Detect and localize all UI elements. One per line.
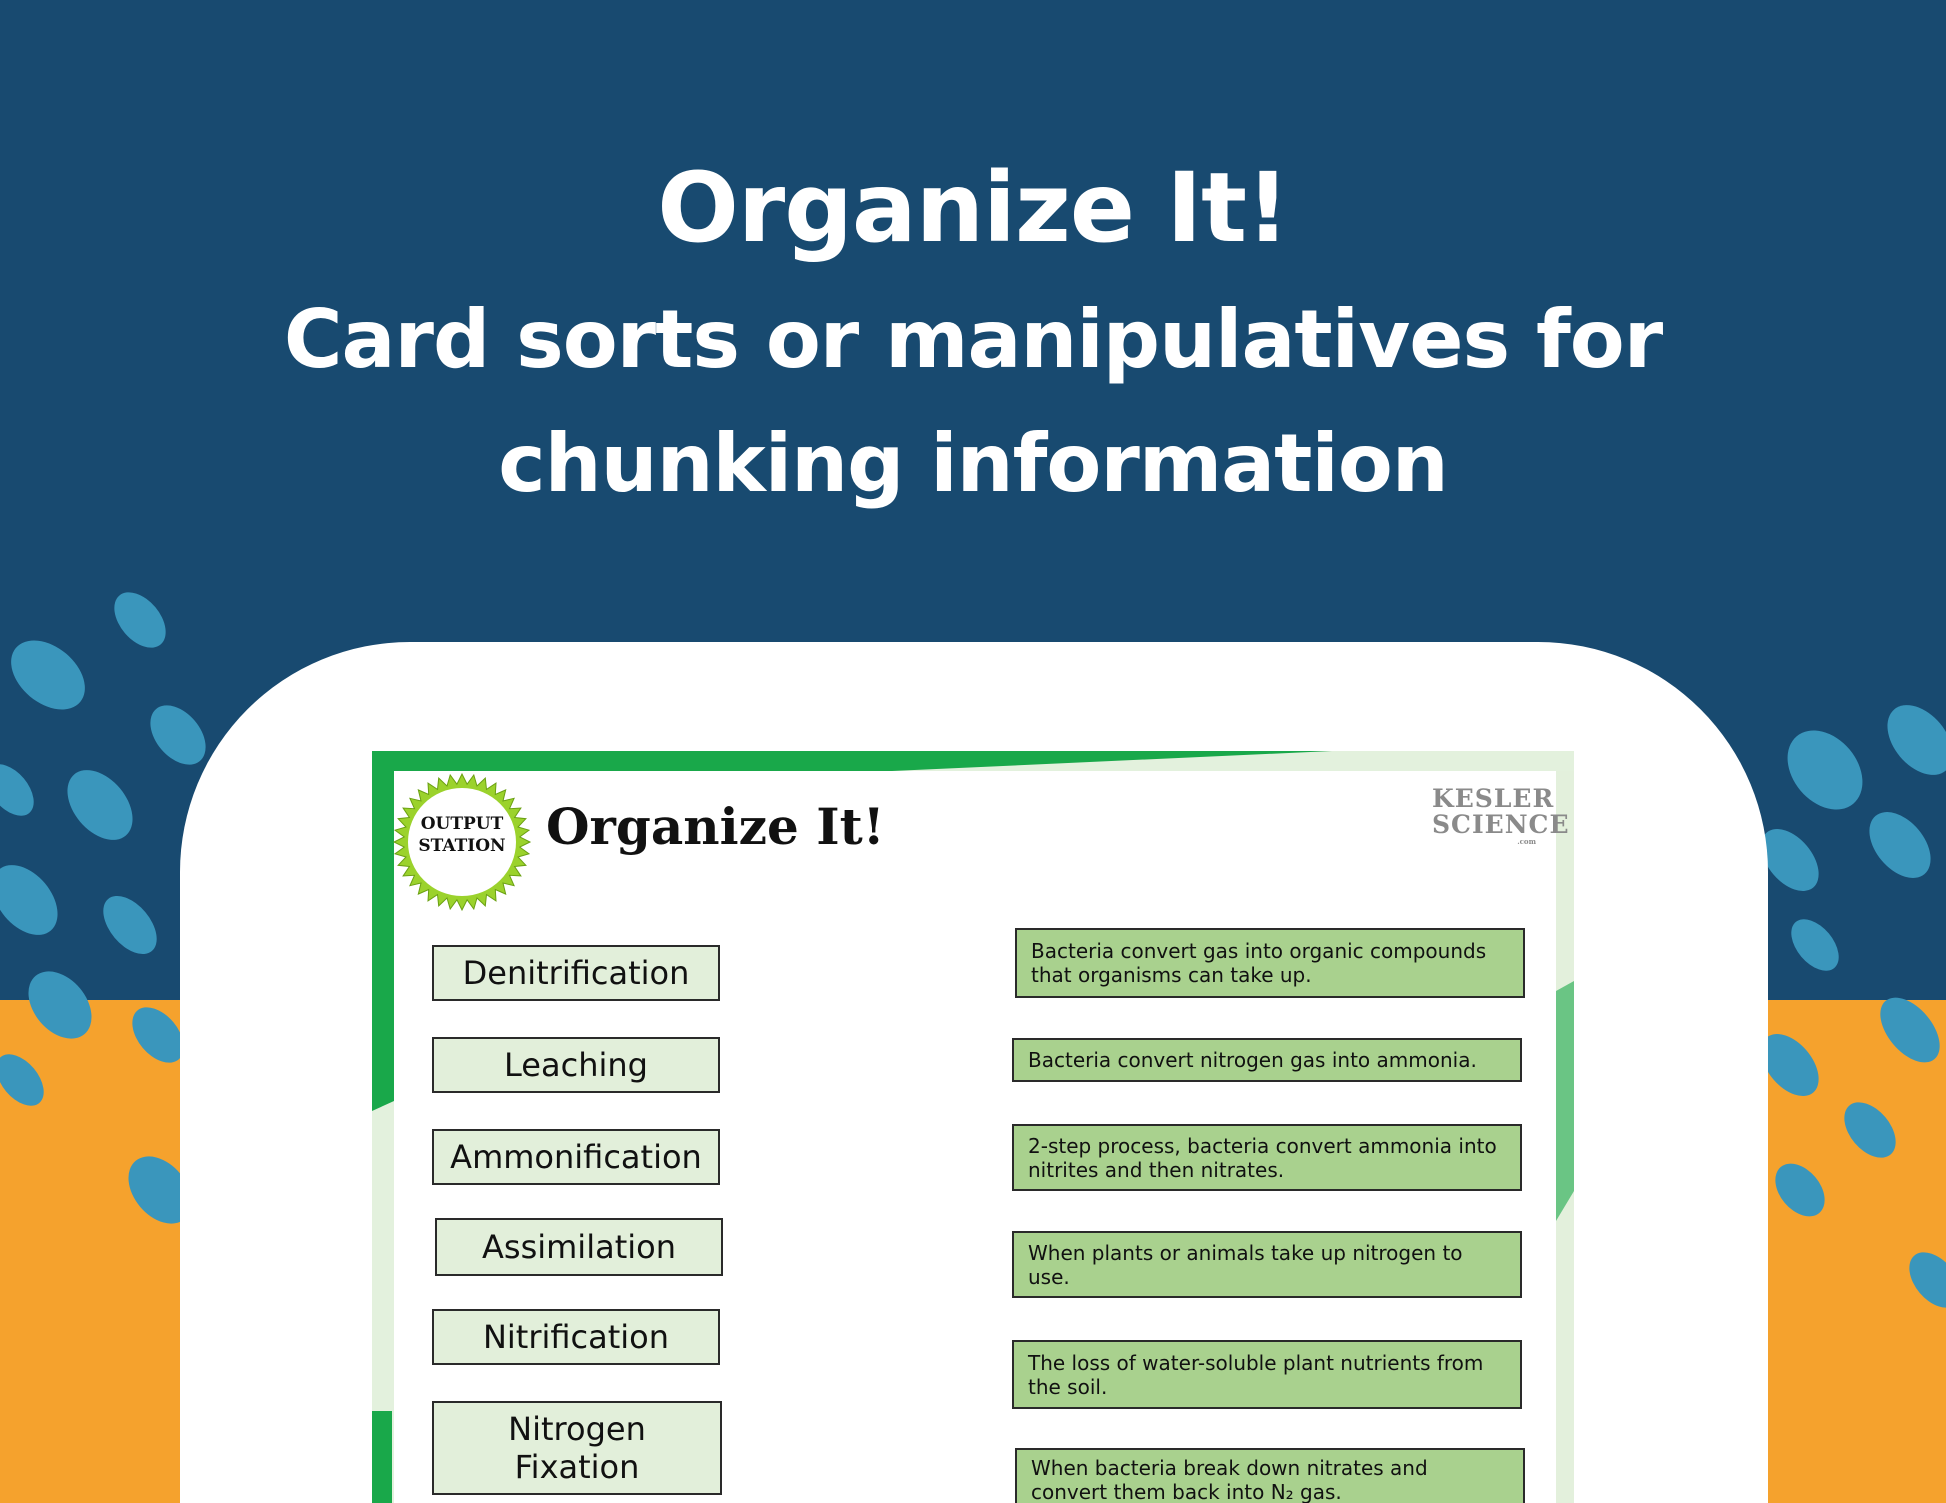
worksheet-title: Organize It! bbox=[546, 797, 885, 856]
term-card[interactable] bbox=[432, 1037, 720, 1093]
definition-card[interactable] bbox=[1012, 1124, 1522, 1191]
term-label: Nitrification bbox=[482, 1318, 670, 1356]
badge-line-1: OUTPUT bbox=[420, 814, 504, 834]
headline-line-1: Organize It! bbox=[657, 152, 1289, 264]
logo-line-1: KESLER bbox=[1432, 784, 1555, 813]
definition-card[interactable] bbox=[1012, 1340, 1522, 1409]
definition-card[interactable] bbox=[1015, 1448, 1525, 1503]
output-station-label bbox=[392, 813, 532, 857]
term-label: Nitrogen Fixation bbox=[508, 1410, 646, 1486]
headline-line-2: Card sorts or manipulatives for bbox=[283, 293, 1663, 386]
definition-text: When plants or animals take up nitrogen to use. bbox=[1028, 1240, 1463, 1289]
definition-text: When bacteria break down nitrates and convert them back into N₂ gas. bbox=[1031, 1456, 1428, 1503]
definition-text: The loss of water-soluble plant nutrients from the soil. bbox=[1028, 1350, 1484, 1399]
definition-card[interactable] bbox=[1012, 1231, 1522, 1298]
definition-card[interactable] bbox=[1012, 1038, 1522, 1082]
definition-card[interactable] bbox=[1015, 928, 1525, 998]
term-card[interactable] bbox=[432, 945, 720, 1001]
term-card[interactable] bbox=[432, 1309, 720, 1365]
term-label: Leaching bbox=[504, 1046, 648, 1084]
logo-suffix: .com bbox=[1517, 837, 1536, 846]
definition-text: 2-step process, bacteria convert ammonia into nitrites and then nitrates. bbox=[1028, 1133, 1497, 1182]
term-label: Ammonification bbox=[450, 1138, 702, 1176]
kesler-science-logo bbox=[1432, 784, 1570, 846]
definition-text: Bacteria convert nitrogen gas into ammonia. bbox=[1028, 1048, 1477, 1072]
term-label: Assimilation bbox=[482, 1228, 676, 1266]
term-label: Denitrification bbox=[462, 954, 690, 992]
term-card[interactable] bbox=[435, 1218, 723, 1276]
headline bbox=[0, 138, 1946, 526]
badge-line-2: STATION bbox=[418, 836, 506, 856]
definition-text: Bacteria convert gas into organic compounds that organisms can take up. bbox=[1031, 939, 1487, 987]
logo-line-2: SCIENCE bbox=[1432, 810, 1570, 839]
headline-line-3: chunking information bbox=[498, 417, 1448, 510]
term-card[interactable] bbox=[432, 1129, 720, 1185]
term-card[interactable] bbox=[432, 1401, 722, 1495]
